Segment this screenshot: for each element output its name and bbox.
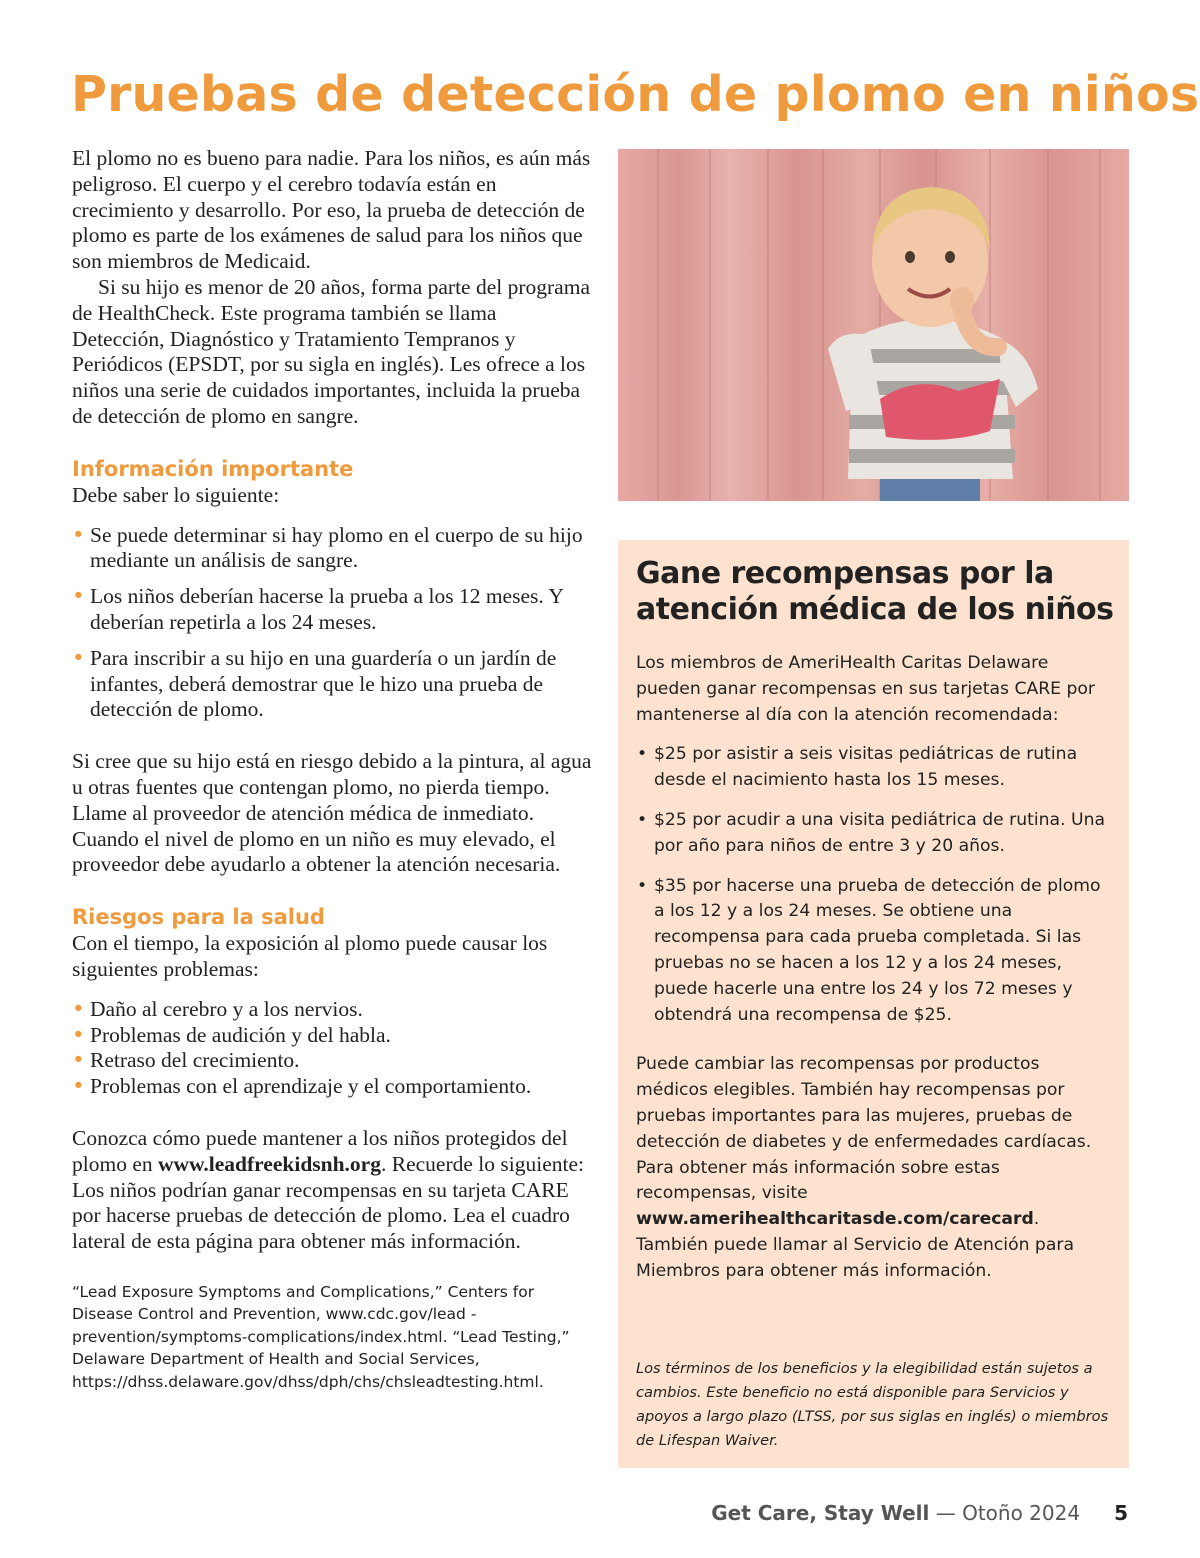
sidebar-body: [636, 651, 1116, 1285]
risks-list: [72, 997, 592, 1100]
list-item: • $25 por acudir a una visita pediátrica de rutina. Una por año para niños de entre 3 y 20 años.: [636, 808, 1116, 860]
list-item: • Se puede determinar si hay plomo en el cuerpo de su hijo mediante un análisis de sangre.: [72, 523, 592, 575]
sidebar-paragraph-text: Puede cambiar las recompensas por productos médicos elegibles. También hay recompensas por pruebas importantes para las mujeres, pruebas de detección de diabetes y de enfermedades cardíacas. Para obtener más información sobre estas recompensas, visite: [636, 1054, 1092, 1204]
page-footer: [711, 1500, 1128, 1526]
risk-paragraph: Si cree que su hijo está en riesgo debido a la pintura, al agua u otras fuentes que contengan plomo, no pierda tiempo. Llame al proveedor de atención médica de inmediato. Cuando el nivel de plomo en un niño es muy elevado, el proveedor debe ayudarlo a obtener la atención necesaria.: [72, 749, 592, 877]
sidebar-paragraph-end: . También puede llamar al Servicio de Atención para Miembros para obtener más información.: [636, 1209, 1074, 1281]
list-item: • Problemas de audición y del habla.: [72, 1023, 592, 1049]
page-number: 5: [1114, 1501, 1128, 1525]
info-list: [72, 523, 592, 724]
magazine-name: Get Care, Stay Well: [711, 1501, 930, 1525]
list-item: • Para inscribir a su hijo en una guardería o un jardín de infantes, deberá demostrar que le hizo una prueba de detección de plomo.: [72, 646, 592, 723]
closing-text: Conozca cómo puede mantener a los niños protegidos del plomo en: [72, 1125, 568, 1176]
list-item: • Los niños deberían hacerse la prueba a los 12 meses. Y deberían repetirla a los 24 meses.: [72, 584, 592, 636]
list-item: • $25 por asistir a seis visitas pediátricas de rutina desde el nacimiento hasta los 15 meses.: [636, 742, 1116, 794]
references: “Lead Exposure Symptoms and Complications,” Centers for Disease Control and Prevention, www.cdc.gov/lead -prevention/symptoms-complications/index.html. “Lead Testing,” Delaware Department of Health and Social Services, https://dhss.delaware.gov/dhss/dph/chs/chsleadtesting.html.: [72, 1282, 570, 1391]
page-title: Pruebas de detección de plomo en niños: [71, 66, 1200, 123]
edition-label: — Otoño 2024: [929, 1501, 1081, 1525]
info-heading: Información importante: [72, 456, 354, 481]
closing-paragraph: [72, 1126, 592, 1255]
leadfree-link[interactable]: www.leadfreekidsnh.org: [158, 1151, 381, 1176]
sidebar-list: [636, 742, 1116, 1028]
risks-heading: Riesgos para la salud: [72, 905, 325, 930]
closing-text-end: . Recuerde lo siguiente: Los niños podrían ganar recompensas en su tarjeta CARE por hacerse pruebas de detección de plomo. Lea el cuadro lateral de esta página para obtener más información.: [72, 1151, 584, 1254]
list-item: • Daño al cerebro y a los nervios.: [72, 997, 592, 1023]
list-item: • $35 por hacerse una prueba de detección de plomo a los 12 y a los 24 meses. Se obtiene una recompensa para cada prueba completada. Si las pruebas no se hacen a los 12 y a los 24 meses, puede hacerle una entre los 24 y los 72 meses y obtendrá una recompensa de $25.: [636, 874, 1116, 1029]
intro-paragraph-2: Si su hijo es menor de 20 años, forma parte del programa de HealthCheck. Este programa también se llama Detección, Diagnóstico y Tratamiento Tempranos y Periódicos (EPSDT, por su sigla en inglés). Les ofrece a los niños una serie de cuidados importantes, incluida la prueba de detección de plomo en sangre.: [72, 274, 590, 428]
sidebar-disclaimer: Los términos de los beneficios y la elegibilidad están sujetos a cambios. Este beneficio no está disponible para Servicios y apoyos a largo plazo (LTSS, por sus siglas en inglés) o miembros de Lifespan Waiver.: [636, 1360, 1109, 1449]
list-item: • Retraso del crecimiento.: [72, 1048, 592, 1074]
sidebar-title: Gane recompensas por la atención médica de los niños: [636, 556, 1114, 627]
main-article: [72, 146, 592, 1393]
list-item: • Problemas con el aprendizaje y el comportamiento.: [72, 1074, 592, 1100]
sidebar-paragraph: [636, 1052, 1116, 1284]
carecard-link[interactable]: www.amerihealthcaritasde.com/carecard: [636, 1209, 1034, 1230]
toddler-photo: [618, 149, 1129, 501]
toddler-illustration: [618, 149, 1129, 501]
risks-lead: Con el tiempo, la exposición al plomo puede causar los siguientes problemas:: [72, 931, 548, 981]
intro-paragraph-1: El plomo no es bueno para nadie. Para los niños, es aún más peligroso. El cuerpo y el cerebro todavía están en crecimiento y desarrollo. Por eso, la prueba de detección de plomo es parte de los exámenes de salud para los niños que son miembros de Medicaid.: [72, 146, 591, 274]
rewards-sidebar: [618, 540, 1129, 1468]
info-lead: Debe saber lo siguiente:: [72, 482, 280, 507]
sidebar-intro: Los miembros de AmeriHealth Caritas Delaware pueden ganar recompensas en sus tarjetas CARE por mantenerse al día con la atención recomendada:: [636, 653, 1095, 725]
